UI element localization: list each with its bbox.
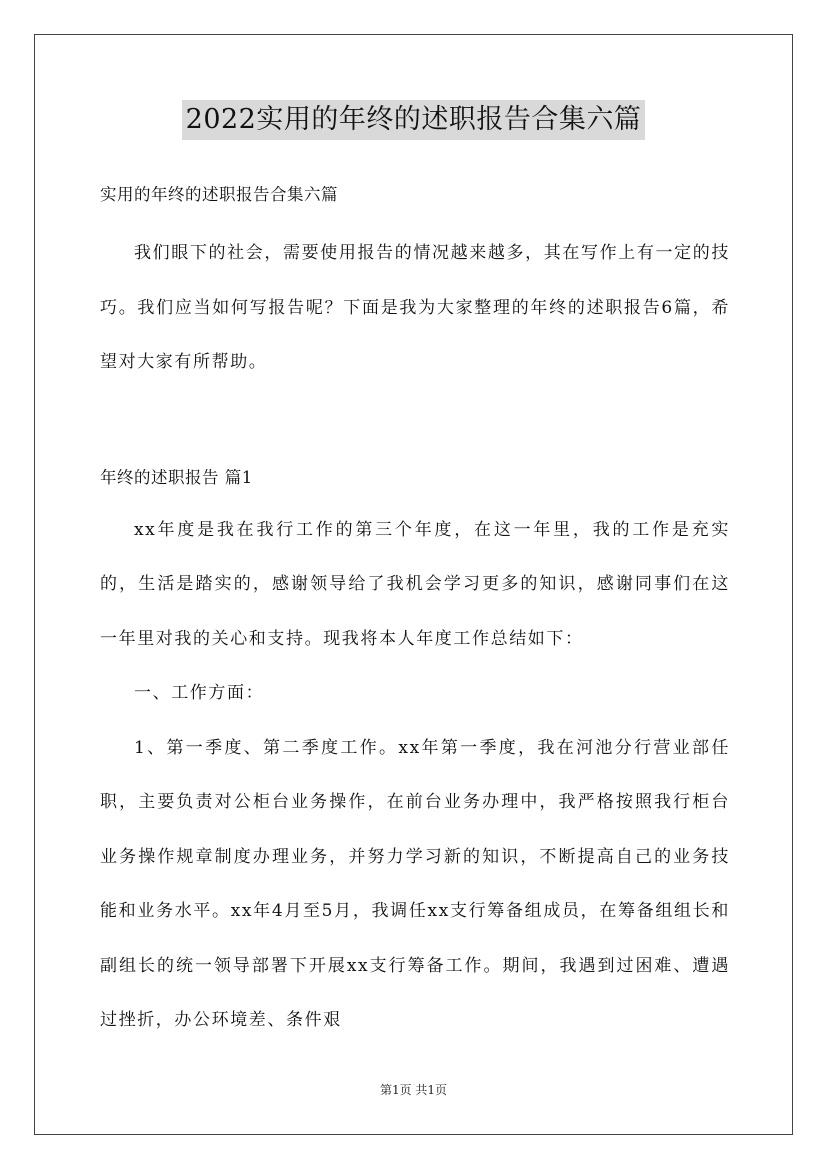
body-paragraph: 1、第一季度、第二季度工作。xx年第一季度，我在河池分行营业部任职，主要负责对公柜台业务操作，在前台业务办理中，我严格按照我行柜台业务操作规章制度办理业务，并努力学习新的知识，不断提高自己的业务技能和业务水平。xx年4月至5月，我调任xx支行筹备组成员，在筹备组组长和副组长的统一领导部署下开展xx支行筹备工作。期间，我遇到过困难、遭遇过挫折，办公环境差、条件艰 xyxy=(100,737,730,1030)
intro-paragraph: 我们眼下的社会，需要使用报告的情况越来越多，其在写作上有一定的技巧。我们应当如何写报告呢？下面是我为大家整理的年终的述职报告6篇，希望对大家有所帮助。 xyxy=(100,243,730,372)
document-subtitle: 实用的年终的述职报告合集六篇 xyxy=(100,185,338,204)
title-container xyxy=(0,100,827,140)
document-body xyxy=(100,175,730,1048)
document-title: 2022实用的年终的述职报告合集六篇 xyxy=(182,100,646,140)
section-heading: 年终的述职报告 篇1 xyxy=(100,467,253,487)
page-footer: 第1页 共1页 xyxy=(379,1083,448,1097)
body-paragraph: xx年度是我在我行工作的第三个年度，在这一年里，我的工作是充实的，生活是踏实的，感谢领导给了我机会学习更多的知识，感谢同事们在这一年里对我的关心和支持。现我将本人年度工作总结如下： xyxy=(100,519,730,649)
body-paragraph: 一、工作方面： xyxy=(134,683,265,703)
